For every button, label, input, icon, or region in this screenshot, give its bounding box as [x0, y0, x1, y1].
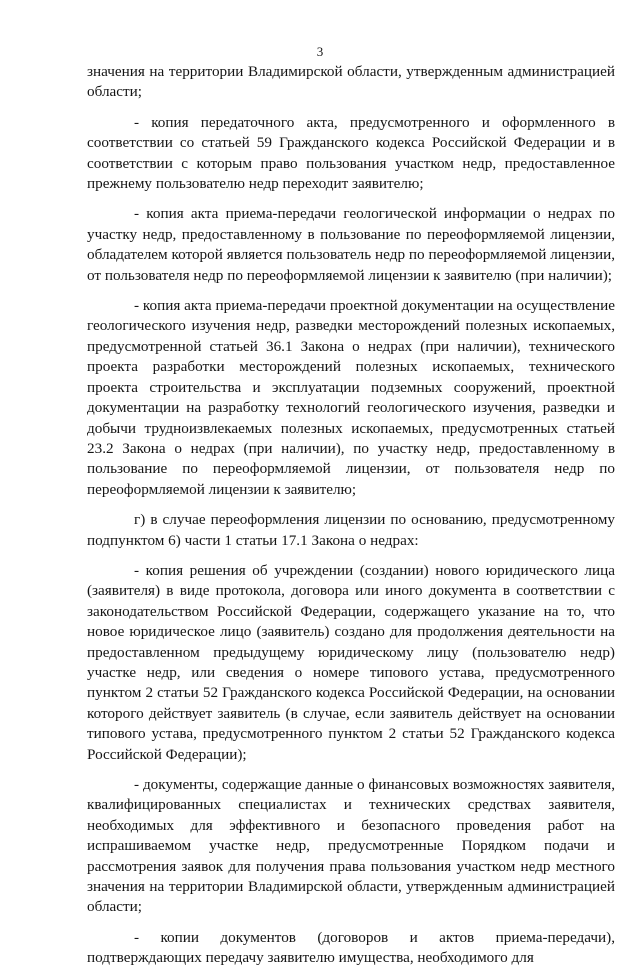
- paragraph-property-transfer-documents: - копии документов (договоров и актов приема-передачи), подтверждающих передачу заявителю имущества, необходимого для: [87, 928, 615, 967]
- paragraph-founding-decision: - копия решения об учреждении (создании) нового юридического лица (заявителя) в виде протокола, договора или иного документа в соответствии с законодательством Российской Федерации, содержащего указание на то, что новое юридическое лицо (заявитель) создано для продолжения деятельности на предоставленном предыдущему юридическому лицу (пользователю недр) участке недр, или сведения о номере типового устава, предусмотренного пунктом 2 статьи 52 Гражданского кодекса Российской Федерации, на основании которого действует заявитель (в случае, если заявитель действует на основании типового устава, предусмотренного пунктом 2 статьи 52 Гражданского кодекса Российской Федерации);: [87, 561, 615, 763]
- paragraph-transfer-act: - копия передаточного акта, предусмотренного и оформленного в соответствии со статьей 59 Гражданского кодекса Российской Федерации и в соответствии с которым право пользования участком недр, предоставленное прежнему пользователю недр переходит заявителю;: [87, 113, 615, 193]
- paragraph-financial-documents: - документы, содержащие данные о финансовых возможностях заявителя, квалифицированных специалистах и технических средствах заявителя, необходимых для эффективного и безопасного проведения работ на испрашиваемом участке недр, предусмотренные Порядком подачи и рассмотрения заявок для получения права пользования участком недр местного значения на территории Владимирской области, утвержденным администрацией области;: [87, 776, 615, 916]
- page-number: 3: [316, 44, 324, 59]
- paragraph-continuation: значения на территории Владимирской области, утвержденным администрацией области;: [87, 63, 615, 101]
- paragraph-project-documentation-act: - копия акта приема-передачи проектной документации на осуществление геологического изучения недр, разведки месторождений полезных ископаемых, предусмотренной статьей 36.1 Закона о недрах (при наличии), технического проекта разработки месторождений полезных ископаемых, технического проекта строительства и эксплуатации подземных сооружений, проектной документации на разработку технологий геологического изучения, разведки и добычи трудноизвлекаемых полезных ископаемых, предусмотренных статьей 23.2 Закона о недрах (при наличии), по участку недр, предоставленному в пользование по переоформляемой лицензии, от пользователя недр по переоформляемой лицензии к заявителю;: [87, 297, 615, 498]
- paragraph-geological-info-act: - копия акта приема-передачи геологической информации о недрах по участку недр, предоставленному в пользование по переоформляемой лицензии, обладателем которой является пользователь недр по переоформляемой лицензии, от пользователя недр по переоформляемой лицензии к заявителю (при наличии);: [87, 205, 615, 284]
- document-text: [87, 62, 615, 969]
- paragraph-subclause-g: г) в случае переоформления лицензии по основанию, предусмотренному подпунктом 6) части 1 статьи 17.1 Закона о недрах:: [87, 511, 615, 549]
